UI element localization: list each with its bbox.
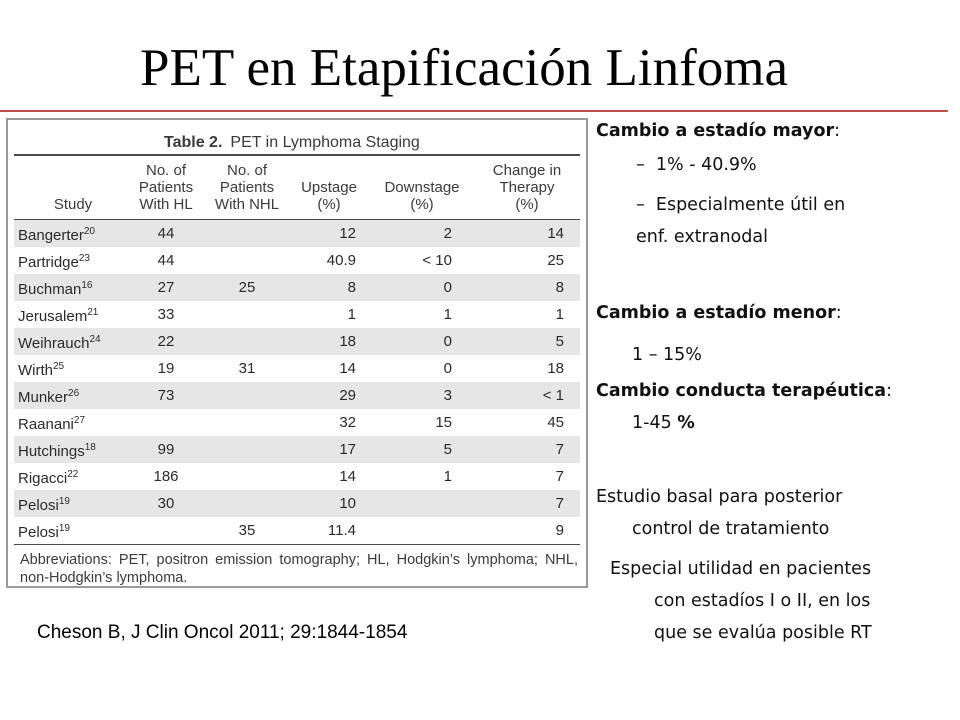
special-line3: que se evalúa posible RT [654, 623, 872, 643]
hl-cell: 30 [126, 490, 206, 517]
table-row [14, 328, 580, 355]
nhl-cell [206, 301, 288, 328]
reference-number: 19 [58, 523, 70, 534]
reference-number: 27 [73, 415, 86, 426]
slide-title: PET en Etapificación Linfoma [140, 39, 789, 97]
downstage-value: 1 – 15% [632, 345, 702, 365]
upstage-item-1 [636, 152, 757, 178]
table-row [14, 247, 580, 274]
header-downstage: Downstage (%) [384, 179, 460, 213]
reference-number: 23 [78, 253, 90, 264]
therapy-cell: 1 [555, 306, 564, 323]
nhl-cell: 25 [206, 274, 288, 301]
therapy-unit: % [677, 413, 695, 433]
study-name: Hutchings [18, 443, 85, 460]
baseline-line2: control de tratamiento [632, 519, 830, 539]
study-name: Pelosi [18, 524, 59, 541]
upstage-item-2 [636, 192, 845, 218]
downstage-cell [370, 517, 474, 544]
reference-number: 21 [87, 307, 99, 318]
downstage-cell [370, 490, 474, 517]
upstage-heading: Cambio a estadío mayor [596, 121, 835, 141]
study-name: Rigacci [18, 470, 68, 487]
downstage-cell: 15 [435, 414, 452, 431]
therapy-cell: 7 [474, 490, 580, 517]
nhl-cell [206, 328, 288, 355]
hl-cell: 186 [153, 468, 179, 485]
nhl-cell [206, 436, 288, 463]
study-name: Buchman [18, 281, 82, 298]
upstage-cell: 12 [288, 220, 370, 247]
upstage-cell: 1 [347, 306, 356, 323]
reference-number: 18 [84, 442, 96, 453]
data-table [14, 156, 580, 544]
title-divider [0, 110, 948, 112]
therapy-cell: 7 [555, 468, 564, 485]
hl-cell [126, 517, 206, 544]
therapy-cell: < 1 [474, 382, 580, 409]
upstage-heading-line [596, 118, 840, 144]
header-nhl: No. of Patients With NHL [214, 162, 280, 213]
therapy-cell: 8 [474, 274, 580, 301]
study-cell [14, 328, 126, 355]
study-cell [14, 409, 126, 436]
table-row [14, 517, 580, 544]
table-row [14, 436, 580, 463]
therapy-value: 1-45 [632, 413, 672, 433]
study-name: Raanani [18, 416, 74, 433]
downstage-heading: Cambio a estadío menor [596, 303, 836, 323]
downstage-cell: 0 [370, 274, 474, 301]
citation: Cheson B, J Clin Oncol 2011; 29:1844-1854 [37, 622, 408, 643]
upstage-cell: 11.4 [327, 522, 356, 539]
upstage-cell: 14 [339, 468, 356, 485]
colon: : [886, 381, 892, 401]
therapy-cell: 18 [547, 360, 564, 377]
table-label: Table 2. [164, 134, 223, 151]
table-caption-text: PET in Lymphoma Staging [230, 134, 420, 151]
reference-number: 25 [53, 361, 65, 372]
header-upstage: Upstage (%) [301, 179, 357, 213]
nhl-cell: 35 [238, 522, 256, 539]
therapy-cell: 25 [547, 252, 564, 269]
upstage-cell: 17 [288, 436, 370, 463]
study-name: Jerusalem [18, 308, 88, 325]
study-cell [14, 436, 126, 463]
dash-bullet: – [636, 155, 645, 175]
nhl-cell [206, 247, 288, 274]
reference-number: 22 [67, 469, 79, 480]
table-abbreviations: Abbreviations: PET, positron emission tomography; HL, Hodgkin’s lymphoma; NHL, non-Hodgkin’s lymphoma. [20, 552, 578, 586]
nhl-cell [206, 463, 288, 490]
study-cell [14, 517, 126, 544]
nhl-cell [206, 490, 288, 517]
upstage-cell: 8 [288, 274, 370, 301]
study-cell [14, 382, 126, 409]
nhl-cell [206, 382, 288, 409]
upstage-cell: 40.9 [326, 252, 356, 269]
hl-cell: 73 [126, 382, 206, 409]
study-name: Weihrauch [18, 335, 90, 352]
downstage-cell: < 10 [422, 252, 452, 269]
hl-cell: 44 [157, 252, 175, 269]
study-cell [14, 274, 126, 301]
therapy-cell: 14 [474, 220, 580, 247]
baseline-line1: Estudio basal para posterior [596, 487, 843, 507]
header-study: Study [53, 196, 93, 213]
study-name: Munker [18, 389, 69, 406]
reference-number: 24 [89, 334, 101, 345]
study-name: Wirth [18, 362, 53, 379]
study-cell [14, 247, 126, 274]
downstage-cell: 2 [370, 220, 474, 247]
therapy-heading-line [596, 378, 892, 404]
study-cell [14, 355, 126, 382]
upstage-cell: 32 [339, 414, 356, 431]
upstage-range: 1% - 40.9% [655, 155, 757, 175]
upstage-note-line2: enf. extranodal [636, 227, 768, 247]
reference-number: 26 [68, 388, 80, 399]
upstage-cell: 10 [288, 490, 370, 517]
therapy-cell: 9 [555, 522, 564, 539]
upstage-cell: 18 [288, 328, 370, 355]
reference-number: 16 [81, 280, 93, 291]
study-cell [14, 490, 126, 517]
therapy-cell: 5 [474, 328, 580, 355]
hl-cell: 99 [126, 436, 206, 463]
study-name: Bangerter [18, 227, 84, 244]
table-row [14, 490, 580, 517]
table-row [14, 355, 580, 382]
study-cell [14, 301, 126, 328]
table-row [14, 301, 580, 328]
header-therapy: Change in Therapy (%) [492, 162, 562, 213]
study-cell [14, 463, 126, 490]
nhl-cell [206, 409, 288, 436]
dash-bullet: – [636, 195, 645, 215]
table-body [14, 220, 580, 544]
therapy-heading: Cambio conducta terapéutica [596, 381, 887, 401]
upstage-cell: 29 [288, 382, 370, 409]
therapy-value-line [632, 410, 695, 436]
staging-table [14, 132, 580, 587]
hl-cell: 19 [157, 360, 175, 377]
study-name: Pelosi [18, 497, 59, 514]
table-row [14, 382, 580, 409]
downstage-cell: 0 [370, 328, 474, 355]
therapy-cell: 7 [474, 436, 580, 463]
reference-number: 19 [58, 496, 70, 507]
upstage-cell: 14 [339, 360, 356, 377]
downstage-cell: 5 [370, 436, 474, 463]
upstage-note-line1: Especialmente útil en [655, 195, 846, 215]
special-line1: Especial utilidad en pacientes [610, 559, 872, 579]
colon: : [834, 121, 841, 141]
hl-cell [126, 409, 206, 436]
special-line2: con estadíos I o II, en los [654, 591, 871, 611]
table-caption [14, 132, 580, 154]
hl-cell: 33 [157, 306, 175, 323]
table-row [14, 220, 580, 247]
table-row [14, 463, 580, 490]
colon: : [835, 303, 842, 323]
downstage-cell: 1 [443, 468, 452, 485]
reference-number: 20 [83, 226, 95, 237]
downstage-cell: 1 [443, 306, 452, 323]
hl-cell: 22 [126, 328, 206, 355]
table-row [14, 274, 580, 301]
nhl-cell [206, 220, 288, 247]
hl-cell: 44 [126, 220, 206, 247]
nhl-cell: 31 [238, 360, 256, 377]
header-hl: No. of Patients With HL [138, 162, 194, 213]
downstage-cell: 3 [370, 382, 474, 409]
table-row [14, 409, 580, 436]
table-header-row [14, 156, 580, 219]
study-cell [14, 220, 126, 247]
downstage-heading-line [596, 300, 842, 326]
downstage-cell: 0 [443, 360, 452, 377]
hl-cell: 27 [126, 274, 206, 301]
therapy-cell: 45 [547, 414, 564, 431]
study-name: Partridge [18, 254, 79, 271]
